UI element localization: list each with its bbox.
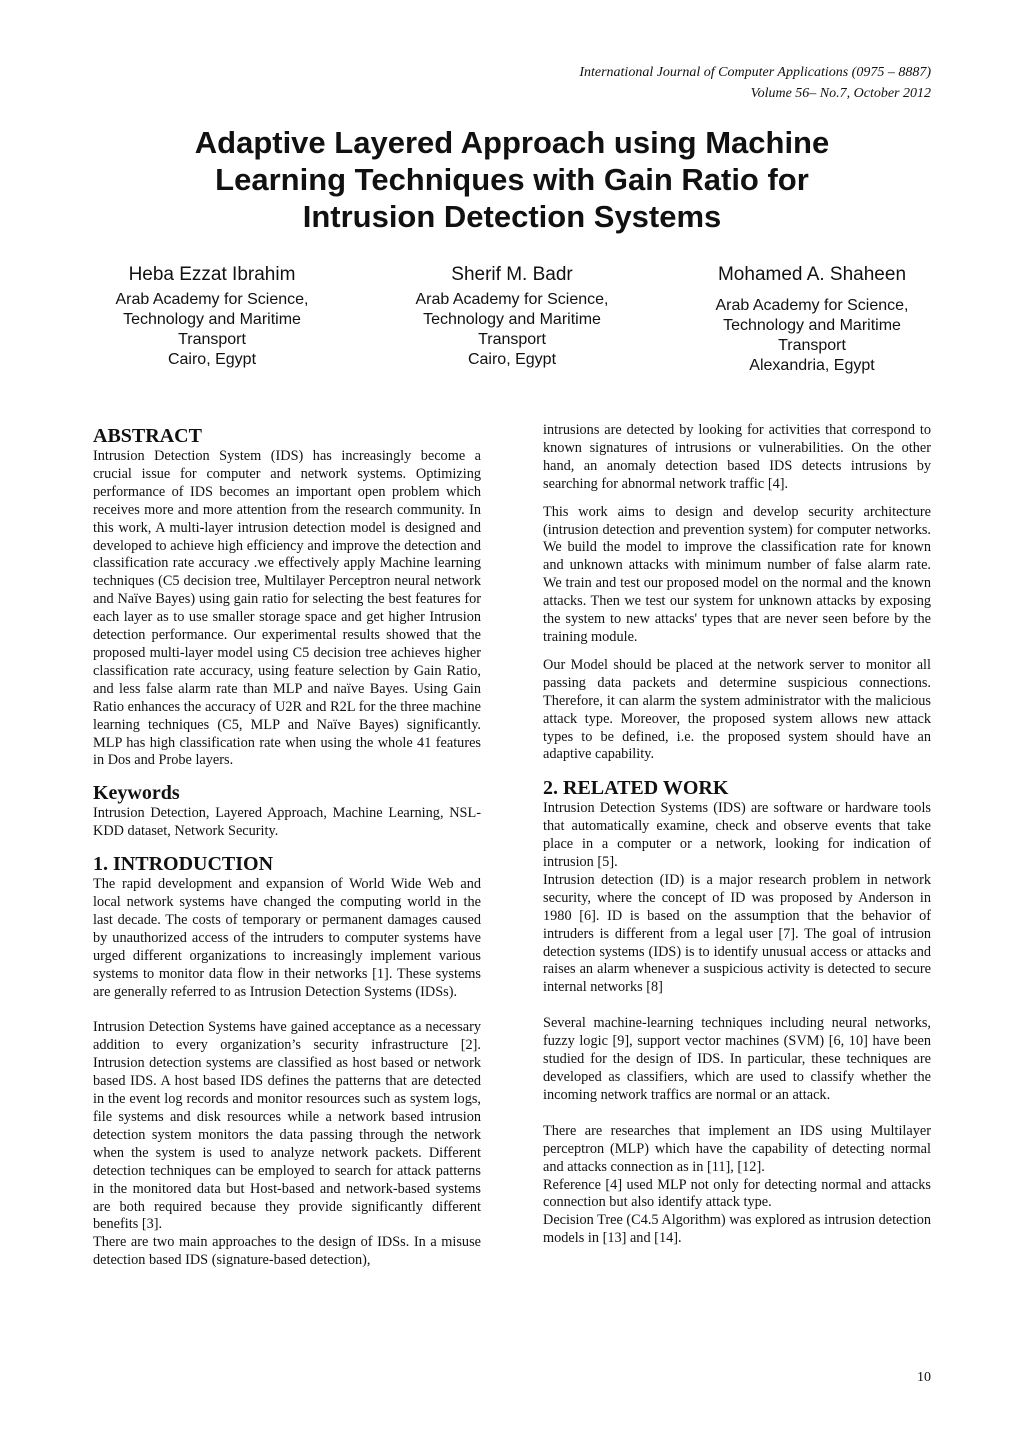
abstract-heading: ABSTRACT [93,425,202,447]
introduction-paragraph: This work aims to design and develop security architecture (intrusion detection and prevention system) for computer networks. We build the model to improve the classification rate for known and unknown attacks with minimum number of false alarm rate. We train and test our proposed model on the normal and the known attacks. Then we test our system for unknown attacks by exposing the system to new attacks' types that are never seen before by the training module. [543,503,931,645]
author-name: Sherif M. Badr [451,264,573,285]
introduction-paragraph: There are two main approaches to the design of IDSs. In a misuse detection based IDS (signature-based detection), [93,1234,481,1269]
author-affiliation: Transport [478,331,546,348]
related-work-paragraph: There are researches that implement an IDS using Multilayer perceptron (MLP) which have the capability of detecting normal and attacks connection as in [11], [12]. [543,1122,931,1175]
author-affiliation: Technology and Maritime [723,317,901,334]
author-affiliation: Technology and Maritime [123,311,301,328]
introduction-paragraph: intrusions are detected by looking for activities that correspond to known signatures of intrusions or vulnerabilities. On the other hand, an anomaly detection based IDS detects intrusions by searching for abnormal network traffic [4]. [543,422,931,492]
related-work-paragraph: Intrusion Detection Systems (IDS) are software or hardware tools that automatically examine, check and observe events that take place in a computer or a network, looking for indication of intrusion [5]. [543,800,931,871]
paper-title [150,124,874,235]
related-work-paragraph: Intrusion detection (ID) is a major research problem in network security, where the concept of ID was proposed by Anderson in 1980 [6]. ID is based on the assumption that the behavior of intruders is different from a legal user [7]. The goal of intrusion detection systems (IDS) is to identify unusual access or attacks and raises an alarm whenever a suspicious activity is detected to secure internal networks [8] [543,871,931,996]
title-line-3: Intrusion Detection Systems [302,199,722,234]
page-number: 10 [917,1370,931,1385]
journal-header [579,62,931,104]
related-work-paragraph: Decision Tree (C4.5 Algorithm) was explored as intrusion detection models in [13] and [14]. [543,1212,931,1247]
related-work-paragraph: Reference [4] used MLP not only for detecting normal and attacks connection but also identify attack type. [543,1176,931,1211]
introduction-paragraph: Intrusion Detection Systems have gained acceptance as a necessary addition to every organization’s security infrastructure [2]. Intrusion detection systems are classified as host based or network based IDS. A host based IDS defines the patterns that are detected in the event log records and monitor resources such as system logs, file systems and disk resources while a network based intrusion detection system monitors the data passing through the network when the system is used to analyze network packets. Different detection techniques can be employed to search for attack patterns in the monitored data but Host-based and network-based systems are both required because they provide significantly different benefits [3]. [93,1019,481,1233]
author-affiliation: Transport [178,331,246,348]
introduction-paragraph: Our Model should be placed at the network server to monitor all passing data packets and determine suspicious connections. Therefore, it can alarm the system administrator with the malicious attack type. Moreover, the proposed system allows new attack types to be defined, i.e. the proposed system should have an adaptive capability. [543,656,931,763]
journal-name: International Journal of Computer Applications (0975 – 8887) [579,65,931,80]
left-column [93,422,481,1270]
author-location: Cairo, Egypt [167,351,257,368]
author-block [382,262,642,370]
title-line-2: Learning Techniques with Gain Ratio for [215,162,809,197]
author-name: Heba Ezzat Ibrahim [128,264,296,285]
related-work-heading: 2. RELATED WORK [543,777,729,800]
journal-volume: Volume 56– No.7, October 2012 [750,86,931,101]
author-block [682,262,942,376]
related-work-paragraph: Several machine-learning techniques including neural networks, fuzzy logic [9], support vector machines (SVM) [6, 10] have been studied for the design of IDS. In particular, these techniques are developed as classifiers, which are used to classify whether the incoming network traffics are normal or an attack. [543,1015,931,1103]
author-location: Cairo, Egypt [467,351,557,368]
abstract-text: Intrusion Detection System (IDS) has increasingly become a crucial issue for computer and network systems. Optimizing performance of IDS becomes an important open problem which receives more and more attention from the research community. In this work, A multi-layer intrusion detection model is designed and developed to achieve high efficiency and improve the detection and classification rate accuracy .we effectively apply Machine learning techniques (C5 decision tree, Multilayer Perceptron neural network and Naïve Bayes) using gain ratio for selecting the best features for each layer as to use smaller storage space and get higher Intrusion detection performance. Our experimental results showed that the proposed multi-layer model using C5 decision tree achieves higher classification rate accuracy, using feature selection by Gain Ratio, and less false alarm rate than MLP and naïve Bayes. Using Gain Ratio enhances the accuracy of U2R and R2L for the three machine learning techniques (C5, MLP and Naïve Bayes) significantly. MLP has high classification rate when using the whole 41 features in Dos and Probe layers. [93,448,481,769]
author-affiliation: Technology and Maritime [423,311,601,328]
keywords-text: Intrusion Detection, Layered Approach, Machine Learning, NSL-KDD dataset, Network Security. [93,805,481,840]
author-block [82,262,342,370]
right-column [543,422,931,1248]
introduction-heading: 1. INTRODUCTION [93,853,274,876]
author-affiliation: Arab Academy for Science, [415,291,609,308]
introduction-paragraph: The rapid development and expansion of World Wide Web and local network systems have changed the computing world in the last decade. The costs of temporary or permanent damages caused by unauthorized access of the intruders to computer systems have urged different organizations to increasingly implement various systems to monitor data flow in their networks [1]. These systems are generally referred to as Intrusion Detection Systems (IDSs). [93,876,481,1000]
author-location: Alexandria, Egypt [749,357,875,374]
author-name: Mohamed A. Shaheen [717,264,907,285]
author-affiliation: Arab Academy for Science, [115,291,309,308]
title-line-1: Adaptive Layered Approach using Machine [194,125,830,160]
keywords-heading: Keywords [93,782,180,805]
author-affiliation: Transport [778,337,846,354]
author-affiliation: Arab Academy for Science, [715,297,909,314]
